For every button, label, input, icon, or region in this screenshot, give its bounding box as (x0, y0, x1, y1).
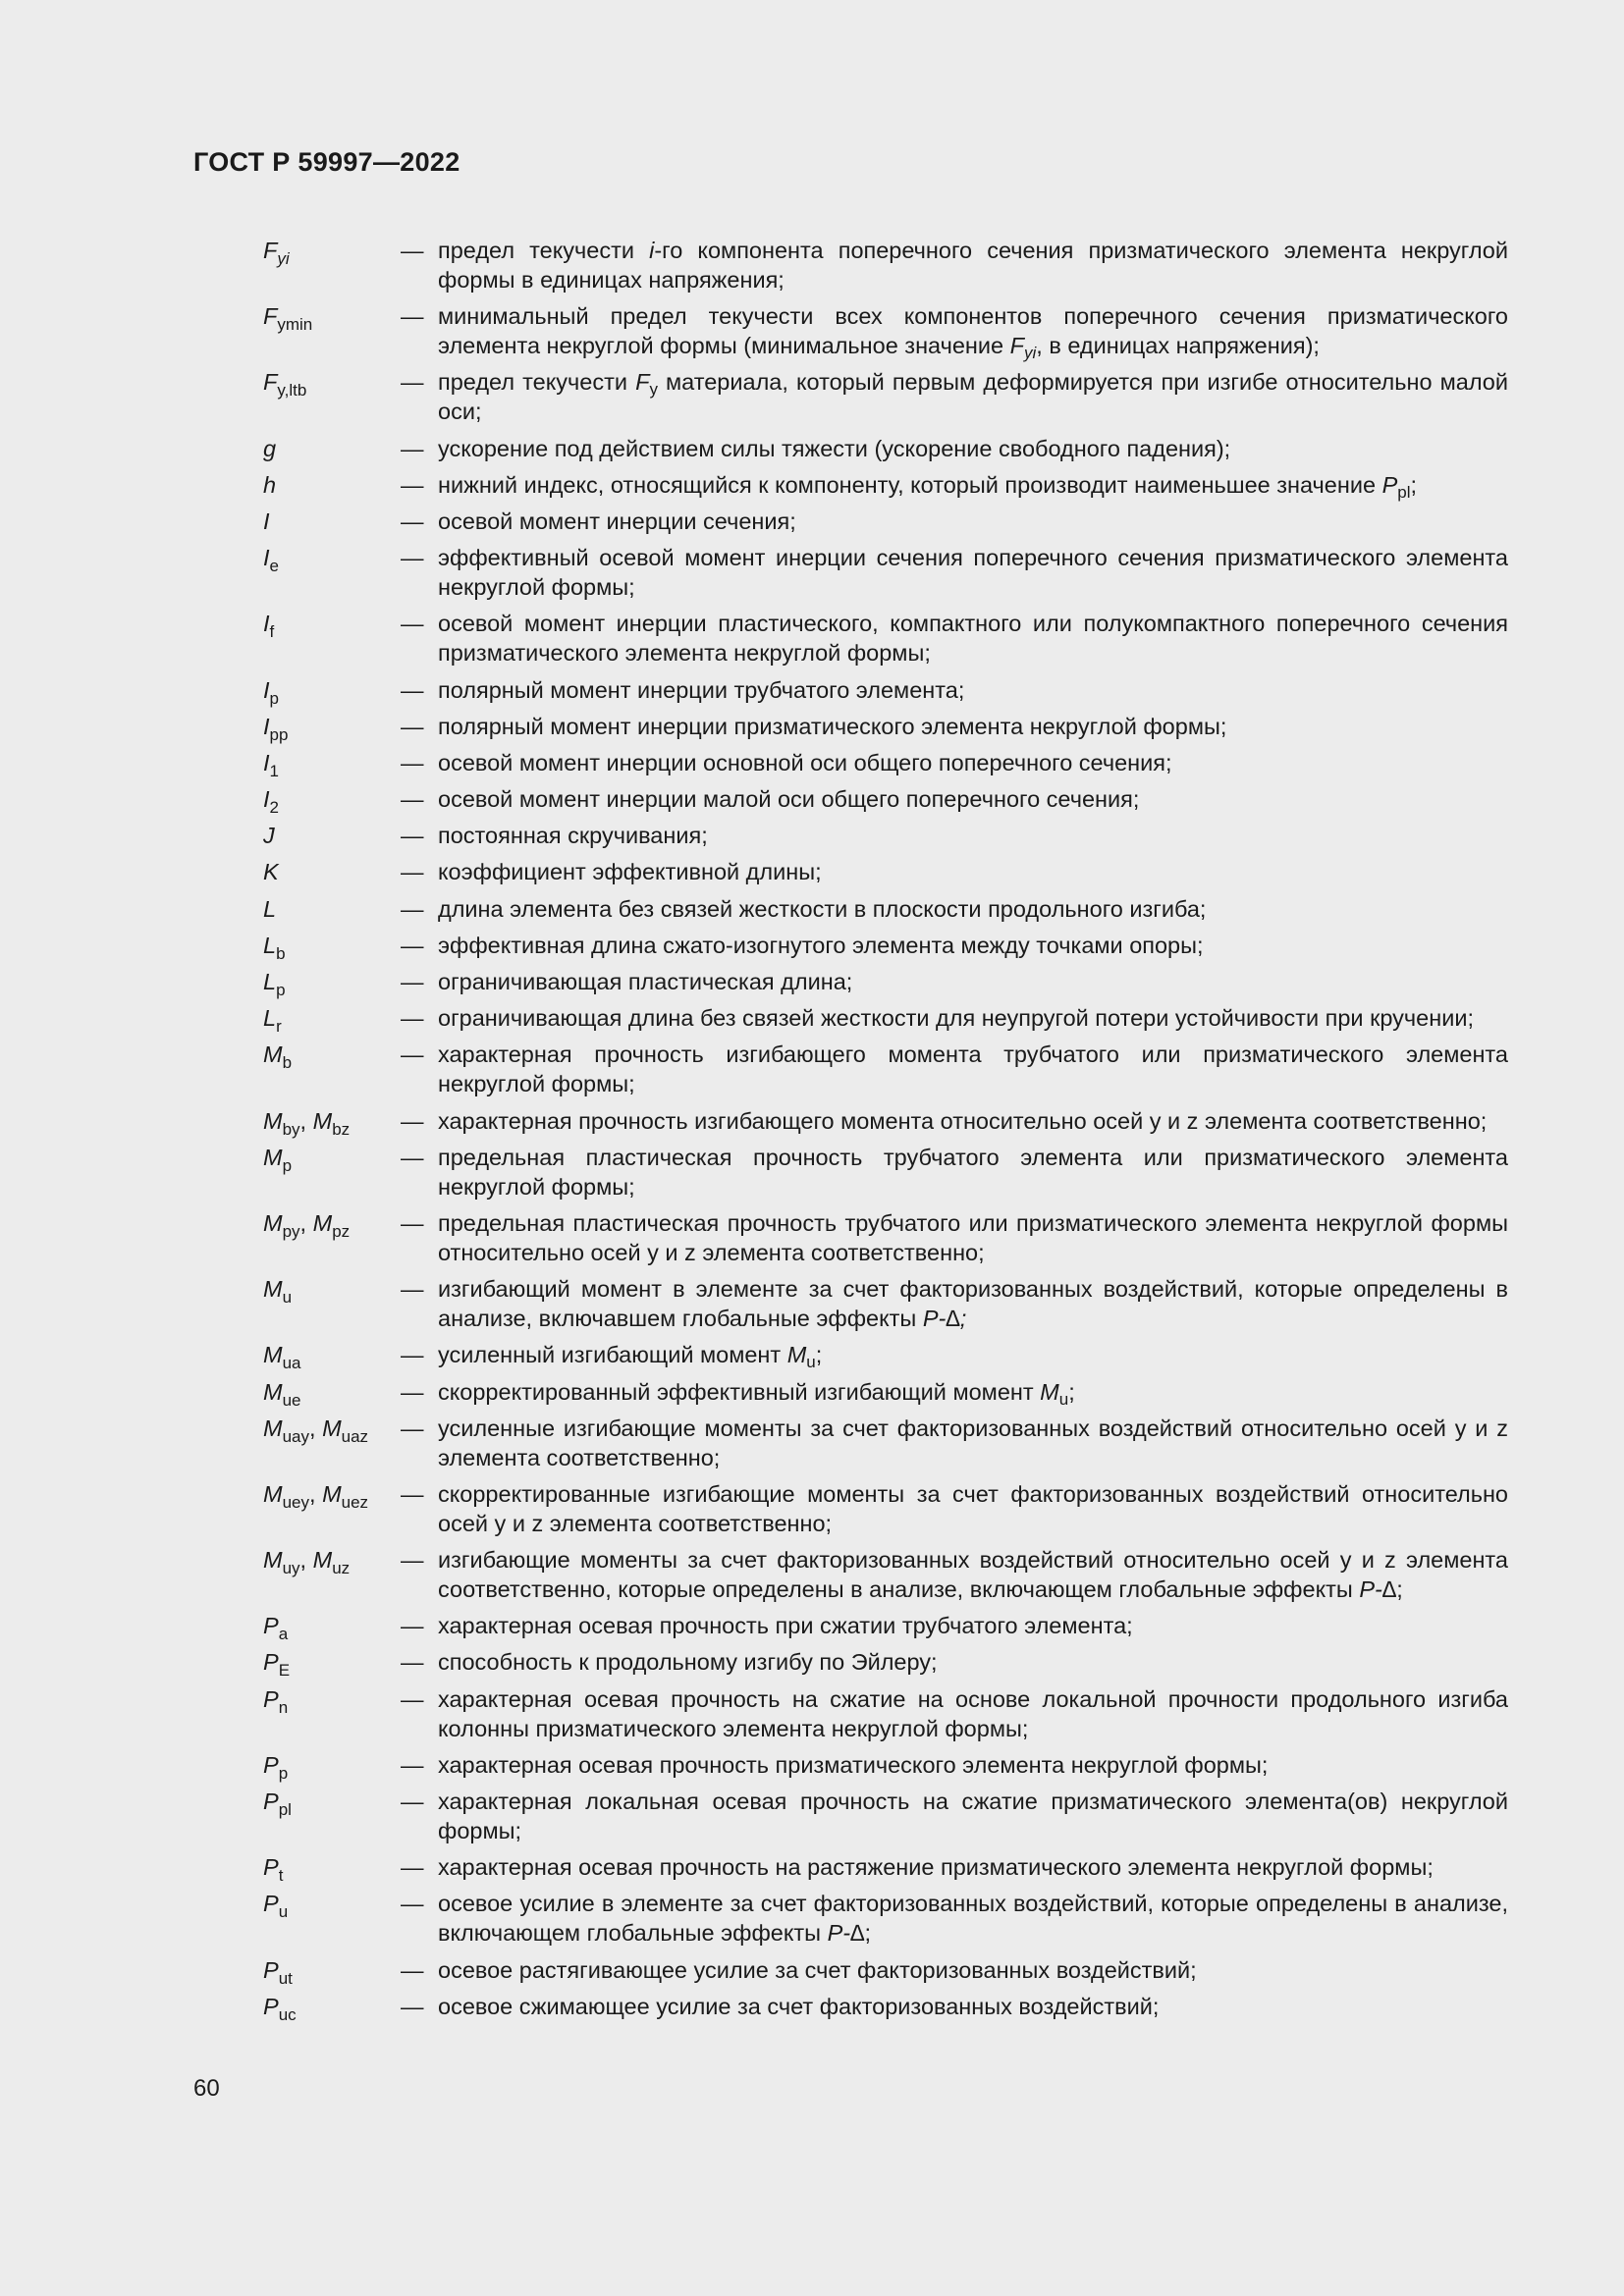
dash-separator: — (401, 1956, 424, 1983)
symbol-description: осевое сжимающее усилие за счет факторизованных воздействий; (438, 1993, 1160, 2019)
dash-separator: — (401, 676, 424, 703)
dash-separator: — (401, 1649, 424, 1676)
symbol: $P_{uc}$ (263, 1993, 297, 2024)
symbol-entry (263, 821, 1508, 850)
symbol: $L_p$ (263, 969, 286, 999)
dash-separator: — (401, 1547, 424, 1574)
symbol-entry (263, 1955, 1508, 1988)
symbol-description: осевое растягивающее усилие за счет факторизованных воздействий; (438, 1956, 1197, 1983)
symbol: $F_{ymin}$ (263, 303, 313, 335)
symbol: $P_{ut}$ (263, 1956, 293, 1988)
symbol: $M_{uey}$, $M_{uez}$ (263, 1480, 369, 1512)
symbol-entry (263, 434, 1508, 463)
symbol-entry (263, 1750, 1508, 1783)
symbol: I (263, 507, 270, 534)
symbol: $P_{pl}$ (263, 1789, 292, 1819)
symbol: $M_{by}$, $M_{bz}$ (263, 1107, 351, 1139)
dash-separator: — (401, 611, 424, 637)
symbol-description: предельная пластическая прочность трубчатого элемента или призматического элемента некруглой формы; (438, 1144, 1508, 1200)
symbol: K (263, 859, 279, 885)
symbol-description: характерная осевая прочность на растяжение призматического элемента некруглой формы; (438, 1854, 1434, 1881)
dash-separator: — (401, 1415, 424, 1441)
symbol-description: способность к продольному изгибу по Эйлеру; (438, 1649, 938, 1676)
symbol-entry (263, 857, 1508, 886)
dash-separator: — (401, 1891, 424, 1917)
symbol-description: минимальный предел текучести всех компонентов поперечного сечения призматического элемента некруглой формы (минимальное значение $F_{yi}$, в единицах напряжения); (438, 303, 1508, 363)
symbol: $P_E$ (263, 1649, 291, 1681)
symbol: $M_u$ (263, 1276, 293, 1308)
dash-separator: — (401, 749, 424, 775)
symbol: $M_{uay}$, $M_{uaz}$ (263, 1415, 369, 1446)
symbol: L (263, 895, 277, 922)
symbol-entry (263, 784, 1508, 818)
symbol-entry (263, 748, 1508, 780)
symbol-entry (263, 931, 1508, 963)
symbol: $M_{ue}$ (263, 1378, 301, 1410)
symbol-description: предел текучести i-го компонента поперечного сечения призматического элемента некруглой формы в единицах напряжения; (438, 238, 1508, 293)
dash-separator: — (401, 895, 424, 922)
symbol: $P_a$ (263, 1613, 289, 1644)
symbol-entry (263, 301, 1508, 363)
symbol: $I_2$ (263, 786, 279, 818)
dash-separator: — (401, 303, 424, 330)
symbol-entry (263, 1545, 1508, 1604)
symbol-entry (263, 236, 1508, 294)
dash-separator: — (401, 786, 424, 813)
dash-separator: — (401, 859, 424, 885)
dash-separator: — (401, 1480, 424, 1507)
dash-separator: — (401, 1144, 424, 1170)
dash-separator: — (401, 1789, 424, 1814)
symbol-entry (263, 1040, 1508, 1098)
symbol-entry (263, 609, 1508, 667)
symbol-description: эффективная длина сжато-изогнутого элемента между точками опоры; (438, 932, 1204, 958)
dash-separator: — (401, 1854, 424, 1881)
symbol-entry (263, 1611, 1508, 1644)
symbol-description: скорректированный эффективный изгибающий момент $M_u$; (438, 1378, 1075, 1409)
symbol: $F_{y,ltb}$ (263, 369, 307, 400)
symbol-entry (263, 1340, 1508, 1373)
symbol: $P_p$ (263, 1751, 289, 1783)
dash-separator: — (401, 1685, 424, 1712)
symbol-description: предельная пластическая прочность трубчатого или призматического элемента некруглой формы относительно осей y и z элемента соответственно; (438, 1209, 1508, 1265)
symbol-description: изгибающие моменты за счет факторизованных воздействий относительно осей y и z элемента соответственно, которые определены в анализе, включающем глобальные эффекты P-∆; (438, 1547, 1508, 1603)
symbol-description: характерная осевая прочность призматического элемента некруглой формы; (438, 1751, 1269, 1778)
symbol-entry (263, 367, 1508, 426)
dash-separator: — (401, 1342, 424, 1368)
symbol-description: постоянная скручивания; (438, 823, 708, 849)
symbol: g (263, 435, 277, 461)
dash-separator: — (401, 1993, 424, 2019)
dash-separator: — (401, 435, 424, 461)
symbol-entry (263, 1684, 1508, 1743)
symbol-list (263, 236, 1508, 2028)
dash-separator: — (401, 545, 424, 571)
page-number: 60 (193, 2075, 220, 2102)
dash-separator: — (401, 1276, 424, 1303)
symbol: $M_p$ (263, 1144, 293, 1175)
dash-separator: — (401, 1613, 424, 1639)
dash-separator: — (401, 932, 424, 958)
symbol-description: усиленные изгибающие моменты за счет факторизованных воздействий относительно осей y и z элемента соответственно; (438, 1415, 1508, 1470)
dash-separator: — (401, 471, 424, 498)
symbol: $I_{pp}$ (263, 713, 289, 744)
dash-separator: — (401, 823, 424, 849)
symbol: $I_f$ (263, 611, 275, 642)
symbol-description: полярный момент инерции трубчатого элемента; (438, 676, 965, 703)
symbol-description: осевой момент инерции основной оси общего поперечного сечения; (438, 749, 1172, 775)
dash-separator: — (401, 369, 424, 396)
symbol-description: нижний индекс, относящийся к компоненту, который производит наименьшее значение $P_{pl}$; (438, 471, 1418, 502)
symbol-entry (263, 712, 1508, 744)
symbol-description: скорректированные изгибающие моменты за счет факторизованных воздействий относительно осей y и z элемента соответственно; (438, 1480, 1508, 1536)
symbol: $P_u$ (263, 1891, 289, 1922)
symbol: $M_b$ (263, 1041, 293, 1073)
symbol-description: эффективный осевой момент инерции сечения поперечного сечения призматического элемента некруглой формы; (438, 545, 1508, 601)
symbol: $M_{ua}$ (263, 1342, 301, 1373)
dash-separator: — (401, 507, 424, 534)
symbol-description: ограничивающая длина без связей жесткости для неупругой потери устойчивости при кручении; (438, 1005, 1474, 1032)
symbol-description: длина элемента без связей жесткости в плоскости продольного изгиба; (438, 895, 1207, 922)
dash-separator: — (401, 1209, 424, 1236)
symbol-entry (263, 1143, 1508, 1201)
symbol-entry (263, 1414, 1508, 1472)
symbol-entry (263, 1106, 1508, 1139)
symbol: $M_{uy}$, $M_{uz}$ (263, 1547, 351, 1578)
symbol-entry (263, 543, 1508, 602)
symbol-entry (263, 967, 1508, 999)
symbol: J (263, 823, 275, 849)
symbol: $F_{yi}$ (263, 238, 290, 268)
dash-separator: — (401, 969, 424, 994)
symbol-entry (263, 470, 1508, 500)
dash-separator: — (401, 1005, 424, 1032)
symbol-entry (263, 1889, 1508, 1948)
dash-separator: — (401, 1107, 424, 1134)
symbol-description: предел текучести $F_y$ материала, который первым деформируется при изгибе относительно малой оси; (438, 369, 1509, 425)
symbol-entry (263, 1852, 1508, 1886)
symbol-entry (263, 1377, 1508, 1410)
symbol-description: усиленный изгибающий момент $M_u$; (438, 1342, 823, 1372)
symbol-description: характерная осевая прочность при сжатии трубчатого элемента; (438, 1613, 1133, 1639)
symbol-description: коэффициент эффективной длины; (438, 859, 822, 885)
dash-separator: — (401, 1041, 424, 1068)
symbol: $P_t$ (263, 1854, 284, 1886)
symbol-entry (263, 675, 1508, 708)
symbol: h (263, 471, 277, 498)
symbol-entry (263, 1479, 1508, 1538)
symbol: $L_b$ (263, 932, 286, 963)
symbol-description: характерная осевая прочность на сжатие на основе локальной прочности продольного изгиба колонны призматического элемента некруглой формы; (438, 1685, 1508, 1741)
symbol-description: осевой момент инерции сечения; (438, 507, 796, 534)
symbol-entry (263, 1208, 1508, 1267)
symbol-description: полярный момент инерции призматического элемента некруглой формы; (438, 713, 1227, 739)
symbol-description: ускорение под действием силы тяжести (ускорение свободного падения); (438, 435, 1231, 461)
dash-separator: — (401, 1378, 424, 1405)
symbol: $L_r$ (263, 1005, 282, 1037)
dash-separator: — (401, 238, 424, 263)
symbol: $M_{py}$, $M_{pz}$ (263, 1209, 351, 1241)
symbol-entry (263, 1647, 1508, 1681)
symbol-description: осевое усилие в элементе за счет факторизованных воздействий, которые определены в анализе, включающем глобальные эффекты P-∆; (438, 1891, 1508, 1947)
symbol-description: характерная прочность изгибающего момента трубчатого или призматического элемента некруглой формы; (438, 1041, 1508, 1097)
dash-separator: — (401, 1751, 424, 1778)
page-header: ГОСТ Р 59997—2022 (193, 147, 460, 177)
symbol-description: характерная локальная осевая прочность на сжатие призматического элемента(ов) некруглой формы; (438, 1789, 1508, 1843)
symbol-entry (263, 1992, 1508, 2024)
symbol: $I_1$ (263, 749, 279, 780)
symbol-description: ограничивающая пластическая длина; (438, 969, 853, 994)
symbol: $P_n$ (263, 1685, 289, 1717)
symbol-description: изгибающий момент в элементе за счет факторизованных воздействий, которые определены в анализе, включавшем глобальные эффекты P-∆; (438, 1276, 1508, 1332)
symbol-entry (263, 1787, 1508, 1845)
symbol-entry (263, 1003, 1508, 1037)
symbol: $I_p$ (263, 676, 279, 708)
symbol-description: осевой момент инерции пластического, компактного или полукомпактного поперечного сечения призматического элемента некруглой формы; (438, 611, 1508, 667)
symbol-entry (263, 1274, 1508, 1333)
symbol-description: характерная прочность изгибающего момента относительно осей y и z элемента соответственно; (438, 1107, 1488, 1134)
dash-separator: — (401, 713, 424, 739)
symbol-entry (263, 507, 1508, 536)
symbol-entry (263, 894, 1508, 924)
symbol-description: осевой момент инерции малой оси общего поперечного сечения; (438, 786, 1140, 813)
symbol: $I_e$ (263, 545, 279, 576)
